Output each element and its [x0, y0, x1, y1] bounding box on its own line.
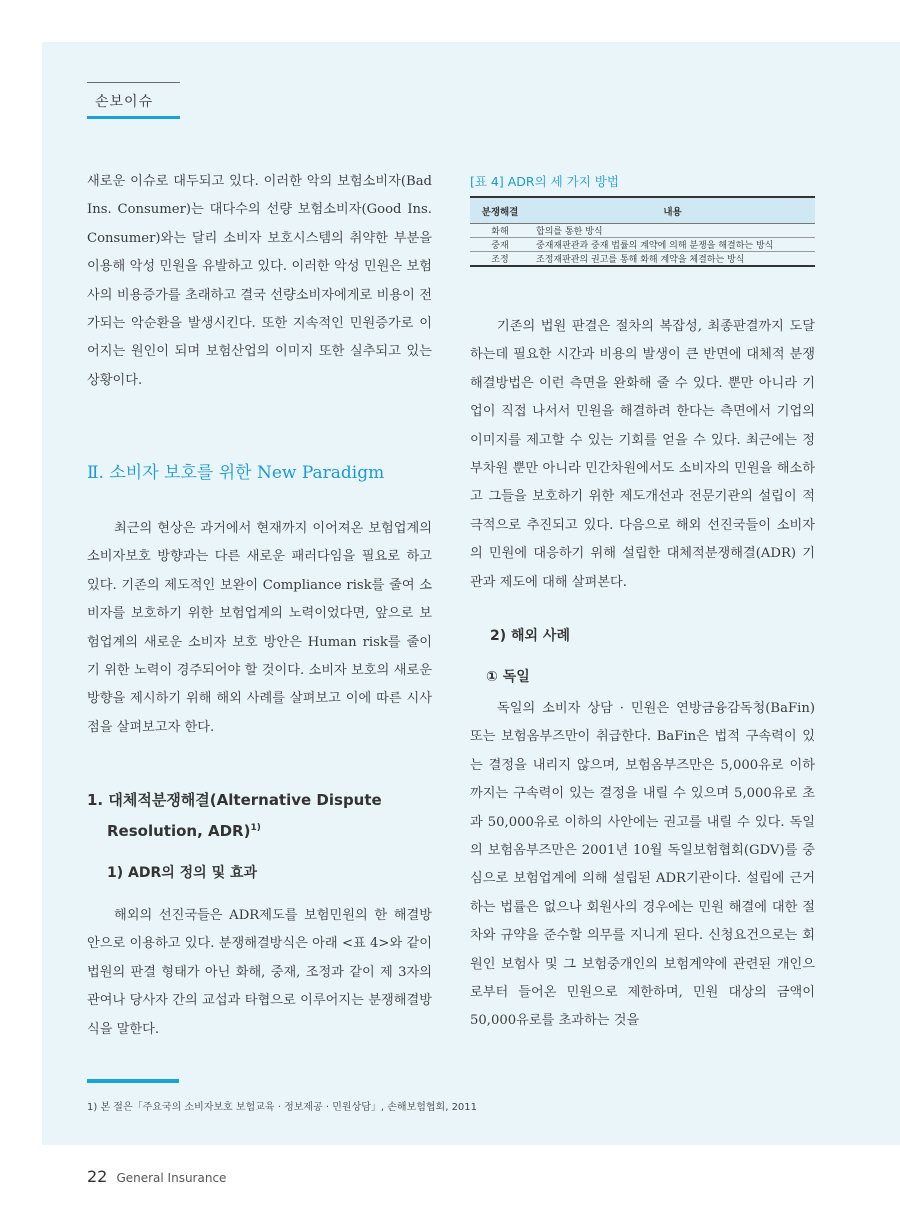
subsection-heading-1-cont — [87, 814, 432, 845]
table-row — [470, 252, 815, 267]
left-paragraph-3: 해외의 선진국들은 ADR제도를 보험민원의 한 해결방안으로 이용하고 있다. 분쟁해결방식은 아래 <표 4>와 같이 법원의 판결 형태가 아닌 화해, 중재, 조정과 같이 제 3자의 관여나 당사자 간의 교섭과 타협으로 이루어지는 분쟁해결방식을 말한다. — [87, 908, 432, 1037]
table-cell: 합의를 통한 방식 — [530, 224, 815, 238]
adr-methods-table — [470, 196, 815, 267]
table-row — [470, 224, 815, 238]
right-paragraph-1-block — [470, 313, 815, 597]
footnote-ref: 1) — [250, 823, 261, 833]
germany-heading-block — [470, 663, 815, 691]
right-paragraph-1: 기존의 법원 판결은 절차의 복잡성, 최종판결까지 도달하는데 필요한 시간과 비용의 발생이 큰 반면에 대체적 분쟁해결방법은 이런 측면을 완화해 줄 수 있다. 뿐만 아니라 기업이 직접 나서서 민원을 해결하려 한다는 측면에서 기업의 이미지를 제고할 수 있는 기회를 얻을 수 있다. 최근에는 정부차원 뿐만 아니라 민간차원에서도 소비자의 민원을 해소하고 그들을 보호하기 위한 제도개선과 전문기관의 설립이 적극적으로 추진되고 있다. 다음으로 해외 선진국들이 소비자의 민원에 대응하기 위해 설립한 대체적분쟁해결(ADR) 기관과 제도에 대해 살펴본다. — [470, 319, 815, 590]
adr-definition-heading-block — [87, 859, 432, 887]
page-number: 22 — [87, 1167, 108, 1186]
table-cell: 중재재판관과 중재 법률의 계약에 의해 분쟁을 해결하는 방식 — [530, 238, 815, 252]
left-paragraph-3-block — [87, 902, 432, 1044]
left-paragraph-2-block — [87, 515, 432, 742]
section-heading-2: Ⅱ. 소비자 보호를 위한 New Paradigm — [87, 463, 385, 483]
adr-definition-heading: 1) ADR의 정의 및 효과 — [107, 865, 258, 881]
subsection-heading-1-block — [87, 786, 432, 845]
publication-name: General Insurance — [116, 1171, 227, 1185]
footnote-divider — [87, 1079, 179, 1083]
table-header-cell: 내용 — [530, 197, 815, 224]
table-row — [470, 238, 815, 252]
table-cell: 조정재판관의 권고를 통해 화해 계약을 체결하는 방식 — [530, 252, 815, 267]
page-footer — [87, 1167, 226, 1186]
left-paragraph-2: 최근의 현상은 과거에서 현재까지 이어져온 보험업계의 소비자보호 방향과는 다른 새로운 패러다임을 필요로 하고 있다. 기존의 제도적인 보완이 Compliance risk를 줄여 소비자를 보호하기 위한 보험업계의 노력이었다면, 앞으로 보험업계의 새로운 소비자 보호 방안은 Human risk를 줄이기 위한 노력이 경주되어야 할 것이다. 소비자 보호의 새로운 방향을 제시하기 위해 해외 사례를 살펴보고 이에 따른 시사점을 살펴보고자 한다. — [87, 521, 432, 735]
table-cell: 조정 — [470, 252, 530, 267]
right-paragraph-2: 독일의 소비자 상담 · 민원은 연방금융감독청(BaFin) 또는 보험옴부즈만이 취급한다. BaFin은 법적 구속력이 있는 결정을 내리지 않으며, 보험옴부즈만은 5,000유로 이하까지는 구속력이 있는 결정을 내릴 수 있으며 5,000유로 초과 50,000유로 이하의 사안에는 권고를 내릴 수 있다. 독일의 보험옴부즈만은 2001년 10월 독일보험협회(GDV)를 중심으로 보험업계에 의해 설립된 ADR기관이다. 설립에 근거하는 법률은 없으나 회원사의 경우에는 민원 해결에 대한 절차와 규약을 준수할 의무를 지니게 된다. 신청요건으로는 회원인 보험사 및 그 보험중개인의 보험계약에 관련된 개인으로부터 들어온 민원으로 제한하며, 민원 대상의 금액이 50,000유로를 초과하는 것을 — [470, 701, 815, 1029]
subsection-heading-1: 1. 대체적분쟁해결(Alternative Dispute — [87, 791, 382, 809]
table-title: [표 4] ADR의 세 가지 방법 — [470, 174, 619, 189]
table-header-cell: 분쟁해결 — [470, 197, 530, 224]
overseas-cases-heading: 2) 해외 사례 — [490, 628, 570, 644]
footnote: 1) 본 절은「주요국의 소비자보호 보험교육 · 정보제공 · 민원상담」, 손해보험협회, 2011 — [87, 1102, 478, 1113]
section-tab — [87, 82, 180, 119]
overseas-cases-heading-block — [470, 622, 815, 650]
right-paragraph-2-block — [470, 695, 815, 1036]
subsection-heading-1-cont-text: Resolution, ADR) — [107, 822, 251, 840]
table-cell: 중재 — [470, 238, 530, 252]
section-label: 손보이슈 — [95, 94, 154, 110]
table-cell: 화해 — [470, 224, 530, 238]
left-paragraph-1: 새로운 이슈로 대두되고 있다. 이러한 악의 보험소비자(Bad Ins. Consumer)는 대다수의 선량 보험소비자(Good Ins. Consumer)와는 달리 소비자 보호시스템의 취약한 부분을 이용해 악성 민원을 유발하고 있다. 이러한 악성 민원은 보험사의 비용증가를 초래하고 결국 선량소비자에게로 비용이 전가되는 악순환을 발생시킨다. 또한 지속적인 민원증가로 이어지는 원인이 되며 보험산업의 이미지 또한 실추되고 있는 상황이다. — [87, 174, 432, 388]
germany-heading: ① 독일 — [486, 669, 530, 685]
table-header-row — [470, 197, 815, 224]
left-paragraph-1-block — [87, 168, 432, 395]
